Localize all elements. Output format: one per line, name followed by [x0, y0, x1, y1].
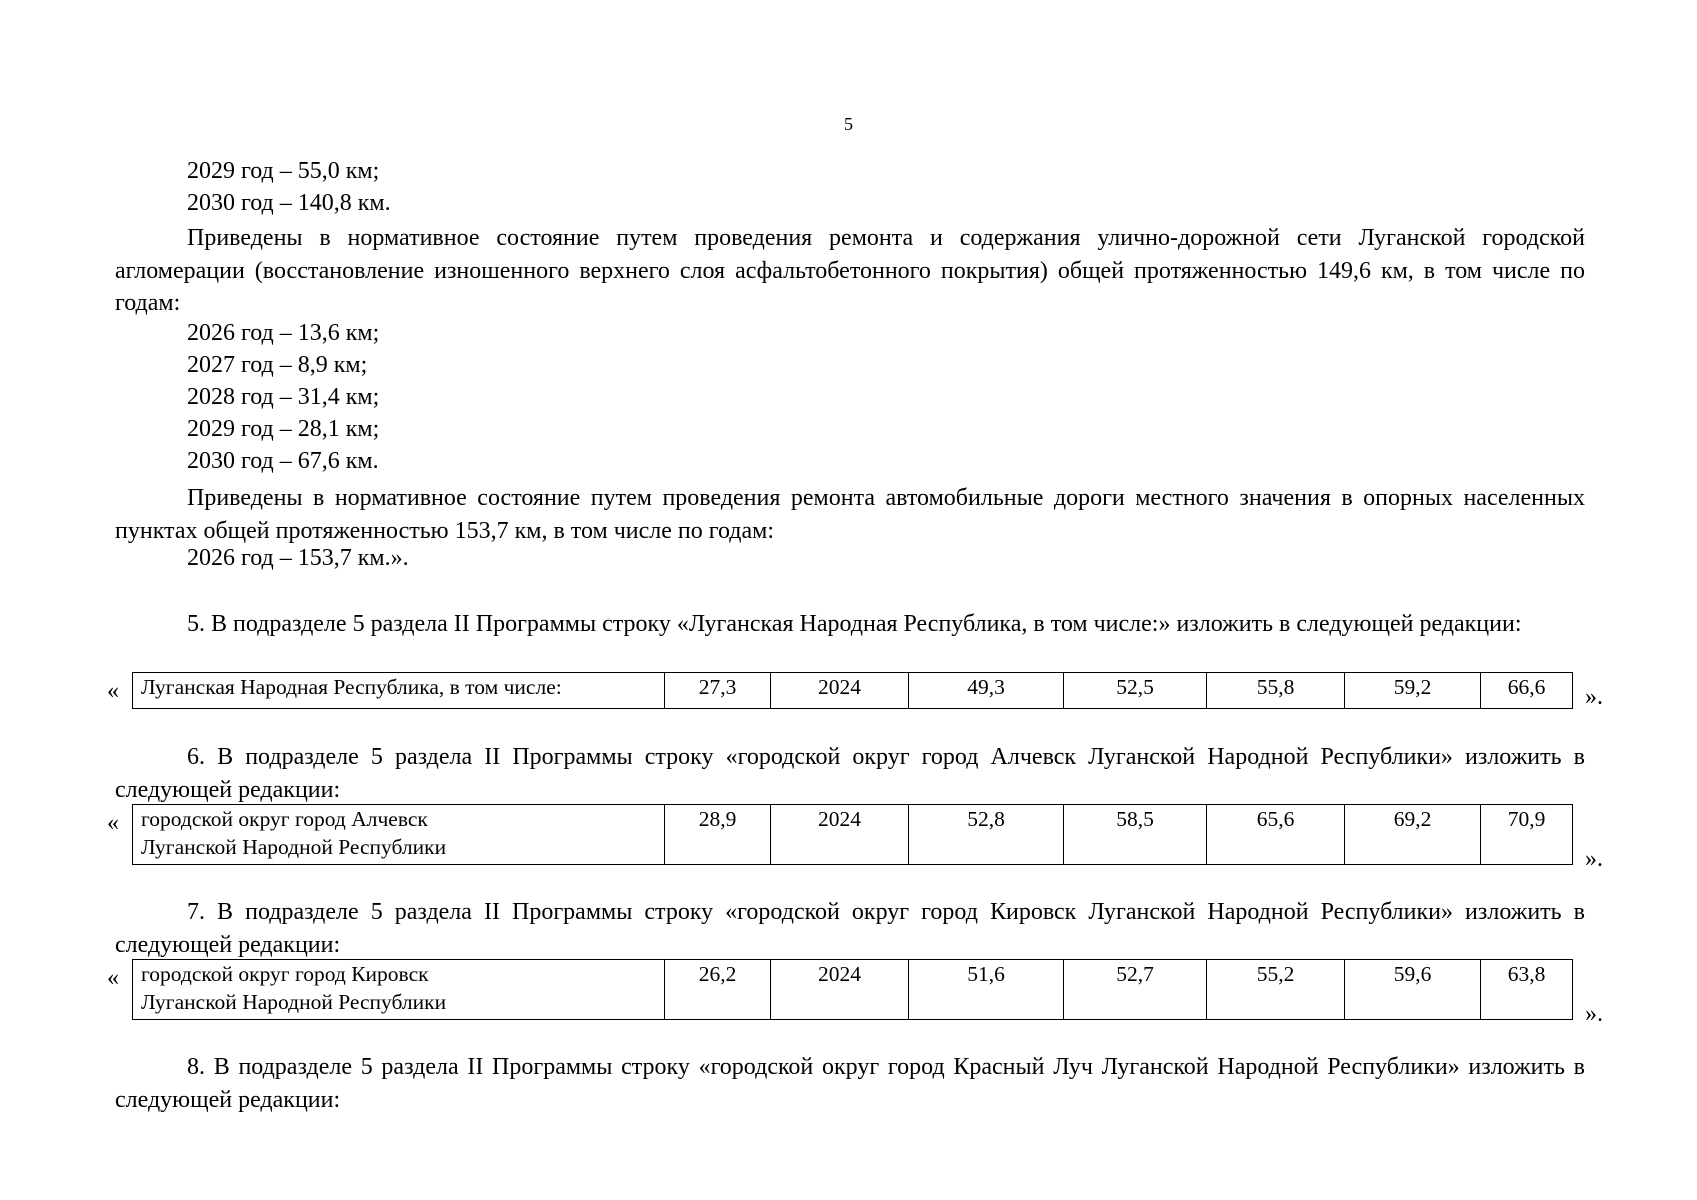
item-8-text: 8. В подразделе 5 раздела II Программы строку «городской округ город Красный Луч Луганской Народной Республики» изложить в следующей редакции:	[115, 1054, 1585, 1113]
table-row	[133, 960, 1573, 1020]
value-cell: 55,8	[1207, 673, 1345, 709]
page-number: 5	[844, 114, 853, 134]
region-name-line-2: Луганской Народной Республики	[141, 990, 447, 1014]
value-cell: 59,2	[1345, 673, 1481, 709]
table-row	[133, 805, 1573, 865]
value-cell: 65,6	[1207, 805, 1345, 865]
value-cell: 52,8	[909, 805, 1064, 865]
region-name-line-2: Луганской Народной Республики	[141, 835, 447, 859]
item-7-text: 7. В подразделе 5 раздела II Программы строку «городской округ город Кировск Луганской Народной Республики» изложить в следующей редакции:	[115, 899, 1585, 958]
value-cell: 52,7	[1064, 960, 1207, 1020]
value-cell: 59,6	[1345, 960, 1481, 1020]
quote-close: ».	[1585, 1001, 1603, 1027]
item-5-text: 5. В подразделе 5 раздела II Программы строку «Луганская Народная Республика, в том числе:» изложить в следующей редакции:	[187, 611, 1522, 637]
value-cell: 2024	[771, 960, 909, 1020]
table-item-7	[132, 959, 1573, 1020]
value-cell: 55,2	[1207, 960, 1345, 1020]
value-cell: 51,6	[909, 960, 1064, 1020]
region-name-line-1: городской округ город Кировск	[141, 962, 429, 986]
value-cell: 49,3	[909, 673, 1064, 709]
quote-close: ».	[1585, 846, 1603, 872]
text-line: 2026 год – 13,6 км;	[187, 320, 380, 346]
region-name-line-1: городской округ город Алчевск	[141, 807, 428, 831]
value-cell: 70,9	[1481, 805, 1573, 865]
quote-open: «	[107, 965, 119, 991]
value-cell: 2024	[771, 673, 909, 709]
quote-open: «	[107, 810, 119, 836]
value-cell: 28,9	[665, 805, 771, 865]
text-line: 2027 год – 8,9 км;	[187, 352, 368, 378]
text-line: 2029 год – 28,1 км;	[187, 416, 380, 442]
value-cell: 63,8	[1481, 960, 1573, 1020]
region-name: Луганская Народная Республика, в том числе:	[133, 673, 665, 709]
quote-close: ».	[1585, 684, 1603, 710]
paragraph-local-roads: Приведены в нормативное состояние путем проведения ремонта автомобильные дороги местного значения в опорных населенных пунктах общей протяженностью 153,7 км, в том числе по годам:	[115, 485, 1585, 544]
value-cell: 69,2	[1345, 805, 1481, 865]
value-cell: 27,3	[665, 673, 771, 709]
value-cell: 26,2	[665, 960, 771, 1020]
quote-open: «	[107, 678, 119, 704]
value-cell: 52,5	[1064, 673, 1207, 709]
text-line: 2030 год – 140,8 км.	[187, 190, 391, 216]
item-6-text: 6. В подразделе 5 раздела II Программы строку «городской округ город Алчевск Луганской Народной Республики» изложить в следующей редакции:	[115, 744, 1585, 803]
table-item-5	[132, 672, 1573, 709]
region-name	[133, 960, 665, 1020]
text-line: 2028 год – 31,4 км;	[187, 384, 380, 410]
text-line: 2026 год – 153,7 км.».	[187, 545, 409, 571]
value-cell: 58,5	[1064, 805, 1207, 865]
paragraph-street-network: Приведены в нормативное состояние путем проведения ремонта и содержания улично-дорожной сети Луганской городской агломерации (восстановление изношенного верхнего слоя асфальтобетонного покрытия) общей протяженностью 149,6 км, в том числе по годам:	[115, 225, 1585, 316]
table-row	[133, 673, 1573, 709]
region-name	[133, 805, 665, 865]
value-cell: 66,6	[1481, 673, 1573, 709]
text-line: 2030 год – 67,6 км.	[187, 448, 379, 474]
value-cell: 2024	[771, 805, 909, 865]
text-line: 2029 год – 55,0 км;	[187, 158, 380, 184]
table-item-6	[132, 804, 1573, 865]
